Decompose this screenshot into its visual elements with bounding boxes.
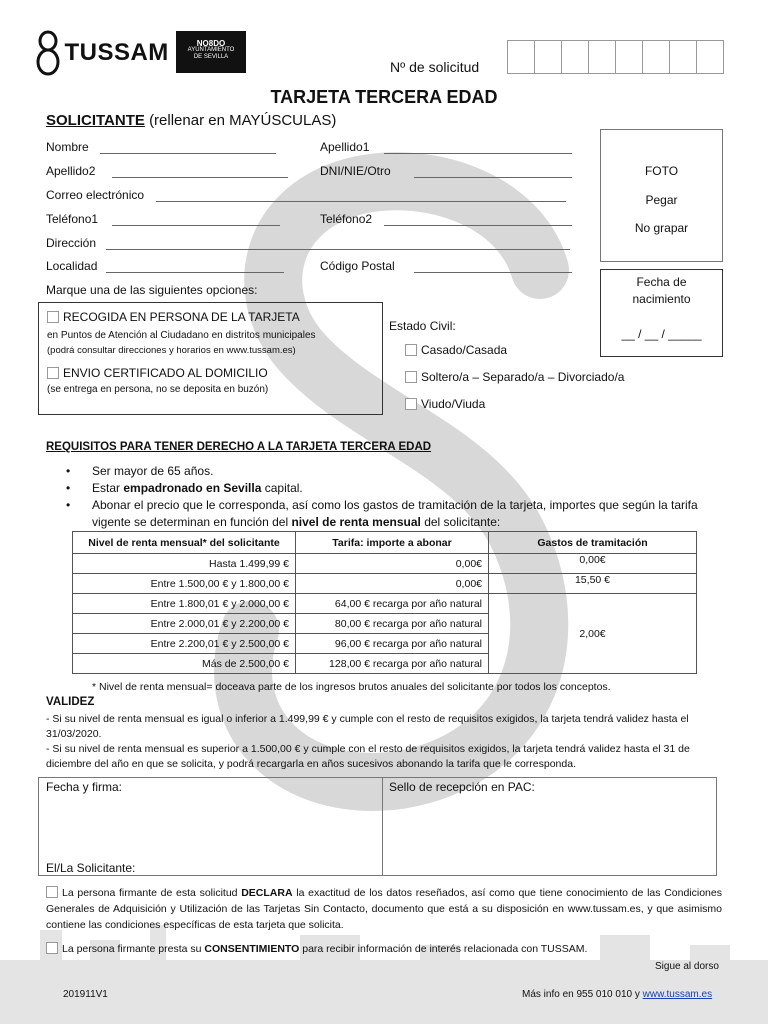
photo-box bbox=[600, 129, 723, 262]
localidad-field[interactable] bbox=[106, 272, 284, 273]
declaration-bold: DECLARA bbox=[241, 887, 293, 899]
more-info bbox=[522, 989, 712, 1000]
photo-label: FOTO bbox=[644, 164, 679, 178]
photo-paste-label: Pegar bbox=[645, 193, 678, 207]
requirement-residence bbox=[56, 480, 728, 497]
single-label: Soltero/a – Separado/a – Divorciado/a bbox=[421, 370, 625, 384]
civil-option-single[interactable] bbox=[405, 370, 624, 384]
requirement-residence-pre: Estar bbox=[92, 481, 124, 495]
declaration-consent[interactable] bbox=[46, 942, 722, 955]
apellido1-field[interactable] bbox=[384, 153, 572, 154]
website-link[interactable]: www.tussam.es bbox=[642, 989, 713, 1000]
pickup-checkbox[interactable] bbox=[47, 311, 59, 323]
requirement-residence-bold: empadronado en Sevilla bbox=[123, 481, 262, 495]
validity-rule-2: - Si su nivel de renta mensual es superior a 1.500,00 € y cumple con el resto de requisitos exigidos, la tarjeta tendrá validez hasta el 31 de diciembre del año en que se solicita, y podrá recargarla en años sucesivos abonando la tarifa que le corresponda. bbox=[46, 743, 690, 770]
married-checkbox[interactable] bbox=[405, 344, 417, 356]
apellido2-field[interactable] bbox=[112, 177, 288, 178]
request-number-label: Nº de solicitud bbox=[390, 59, 480, 75]
ayto-line-1: NO8DO bbox=[196, 39, 226, 48]
birth-date-placeholder: __ / __ / _____ bbox=[621, 327, 702, 341]
more-info-text: Más info en 955 010 010 y bbox=[522, 989, 643, 1000]
income-cell: Entre 1.800,01 € y 2.000,00 € bbox=[73, 594, 296, 614]
consent-post: para recibir información de interés relacionada con TUSSAM. bbox=[299, 943, 588, 955]
date-signature-label: Fecha y firma: bbox=[46, 780, 123, 794]
income-cell: Entre 2.200,01 € y 2.500,00 € bbox=[73, 634, 296, 654]
delivery-options-box bbox=[38, 302, 383, 415]
continue-note: Sigue al dorso bbox=[655, 961, 719, 972]
telefono1-label: Teléfono1 bbox=[46, 212, 99, 226]
ayuntamiento-logo bbox=[176, 31, 246, 73]
dni-field[interactable] bbox=[414, 177, 572, 178]
table-row bbox=[73, 554, 697, 574]
nombre-field[interactable] bbox=[100, 153, 276, 154]
codigo-postal-field[interactable] bbox=[414, 272, 572, 273]
correo-field[interactable] bbox=[156, 201, 566, 202]
table-header-row bbox=[73, 532, 697, 554]
stamp-box bbox=[382, 777, 717, 876]
declaration-post: la exactitud de los datos reseñados, así como que tiene conocimiento de las Condiciones Generales de Adquisición y Utilización de las Tarjetas Sin Contacto, documento que está a su disposición en www.tussam.es, y que asimismo contiene las condiciones específicas de esta tarjeta que solicita. bbox=[46, 887, 722, 931]
header-fare: Tarifa: importe a abonar bbox=[296, 532, 489, 554]
delivery-option-mail[interactable] bbox=[47, 366, 268, 380]
civil-option-married[interactable] bbox=[405, 343, 507, 357]
birth-date-label-2: nacimiento bbox=[632, 292, 691, 306]
consent-checkbox[interactable] bbox=[46, 942, 58, 954]
requirement-payment-post: del solicitante: bbox=[420, 515, 501, 529]
dni-label: DNI/NIE/Otro bbox=[320, 164, 391, 178]
tussam-eight-icon bbox=[36, 30, 60, 76]
civil-status-label: Estado Civil: bbox=[389, 319, 456, 333]
header-fees: Gastos de tramitación bbox=[489, 532, 697, 554]
fare-cell: 80,00 € recarga por año natural bbox=[296, 614, 489, 634]
requirement-age bbox=[56, 463, 728, 480]
fare-cell: 0,00€ bbox=[296, 554, 489, 574]
direccion-label: Dirección bbox=[46, 236, 97, 250]
widowed-label: Viudo/Viuda bbox=[421, 397, 486, 411]
requirement-payment bbox=[56, 497, 728, 531]
request-number-boxes[interactable] bbox=[507, 40, 724, 74]
options-prompt: Marque una de las siguientes opciones: bbox=[46, 283, 258, 297]
birth-date-box[interactable] bbox=[600, 269, 723, 357]
form-title: TARJETA TERCERA EDAD bbox=[270, 87, 498, 107]
localidad-label: Localidad bbox=[46, 259, 98, 273]
widowed-checkbox[interactable] bbox=[405, 398, 417, 410]
requirement-payment-pre: Abonar el precio que le corresponda, así como los gastos de tramitación de la tarjeta, importes que según la tarifa vigente se determinan en función del bbox=[92, 498, 698, 529]
apellido1-label: Apellido1 bbox=[320, 140, 370, 154]
applicant-heading-note: (rellenar en MAYÚSCULAS) bbox=[149, 112, 337, 129]
signer-label: El/La Solicitante: bbox=[46, 861, 136, 875]
fee-cell: 2,00€ bbox=[489, 594, 697, 674]
declaration-accuracy[interactable] bbox=[46, 885, 722, 933]
table-footnote: * Nivel de renta mensual= doceava parte de los ingresos brutos anuales del solicitante por todos los conceptos. bbox=[92, 681, 611, 693]
direccion-field[interactable] bbox=[106, 249, 570, 250]
requirement-residence-post: capital. bbox=[261, 481, 303, 495]
income-cell: Hasta 1.499,99 € bbox=[73, 554, 296, 574]
telefono2-label: Teléfono2 bbox=[320, 212, 373, 226]
brand-name: TUSSAM bbox=[64, 39, 169, 66]
consent-bold: CONSENTIMIENTO bbox=[204, 943, 300, 955]
single-checkbox[interactable] bbox=[405, 371, 417, 383]
stamp-label: Sello de recepción en PAC: bbox=[389, 780, 535, 794]
signature-box[interactable] bbox=[38, 777, 383, 876]
tussam-logo bbox=[36, 30, 169, 76]
pickup-title: RECOGIDA EN PERSONA DE LA TARJETA bbox=[63, 310, 300, 324]
mail-checkbox[interactable] bbox=[47, 367, 59, 379]
telefono2-field[interactable] bbox=[384, 225, 572, 226]
form-code: 201911V1 bbox=[63, 989, 108, 1000]
fare-cell: 96,00 € recarga por año natural bbox=[296, 634, 489, 654]
header-income: Nivel de renta mensual* del solicitante bbox=[73, 532, 296, 554]
income-cell: Entre 1.500,00 € y 1.800,00 € bbox=[73, 574, 296, 594]
requirements-heading: REQUISITOS PARA TENER DERECHO A LA TARJETA TERCERA EDAD bbox=[46, 441, 432, 453]
photo-no-staple-label: No grapar bbox=[634, 221, 689, 235]
ayto-line-3: DE SEVILLA bbox=[193, 54, 229, 60]
consent-pre: La persona firmante presta su bbox=[62, 943, 205, 955]
applicant-heading: SOLICITANTE bbox=[46, 112, 145, 129]
mail-desc: (se entrega en persona, no se deposita en buzón) bbox=[47, 384, 269, 395]
married-label: Casado/Casada bbox=[421, 343, 508, 357]
fare-cell: 0,00€ bbox=[296, 574, 489, 594]
table-row bbox=[73, 574, 697, 594]
correo-label: Correo electrónico bbox=[46, 188, 145, 202]
income-cell: Más de 2.500,00 € bbox=[73, 654, 296, 674]
requirement-payment-bold: nivel de renta mensual bbox=[291, 515, 421, 529]
delivery-option-pickup[interactable] bbox=[47, 310, 300, 324]
pickup-desc-1: en Puntos de Atención al Ciudadano en distritos municipales bbox=[47, 330, 316, 341]
validity-heading: VALIDEZ bbox=[46, 696, 95, 708]
income-table bbox=[72, 531, 697, 674]
civil-option-widowed[interactable] bbox=[405, 397, 485, 411]
validity-rule-1: - Si su nivel de renta mensual es igual o inferior a 1.499,99 € y cumple con el resto de requisitos exigidos, la tarjeta tendrá validez hasta el 31/03/2020. bbox=[46, 713, 689, 740]
fare-cell: 64,00 € recarga por año natural bbox=[296, 594, 489, 614]
declaration-checkbox[interactable] bbox=[46, 886, 58, 898]
pickup-desc-2: (podrá consultar direcciones y horarios en www.tussam.es) bbox=[47, 345, 296, 356]
telefono1-field[interactable] bbox=[112, 225, 280, 226]
fee-cell: 0,00€ bbox=[489, 554, 697, 574]
fare-cell: 128,00 € recarga por año natural bbox=[296, 654, 489, 674]
declaration-pre: La persona firmante de esta solicitud bbox=[62, 887, 242, 899]
ayto-line-2: AYUNTAMIENTO bbox=[187, 47, 235, 53]
table-row bbox=[73, 594, 697, 614]
income-cell: Entre 2.000,01 € y 2.200,00 € bbox=[73, 614, 296, 634]
requirement-age-text: Ser mayor de 65 años. bbox=[92, 464, 214, 478]
birth-date-label-1: Fecha de bbox=[636, 275, 687, 289]
apellido2-label: Apellido2 bbox=[46, 164, 96, 178]
nombre-label: Nombre bbox=[46, 140, 89, 154]
requirements-list bbox=[56, 463, 728, 531]
codigo-postal-label: Código Postal bbox=[320, 259, 395, 273]
mail-title: ENVIO CERTIFICADO AL DOMICILIO bbox=[63, 366, 268, 380]
fee-cell: 15,50 € bbox=[489, 574, 697, 594]
